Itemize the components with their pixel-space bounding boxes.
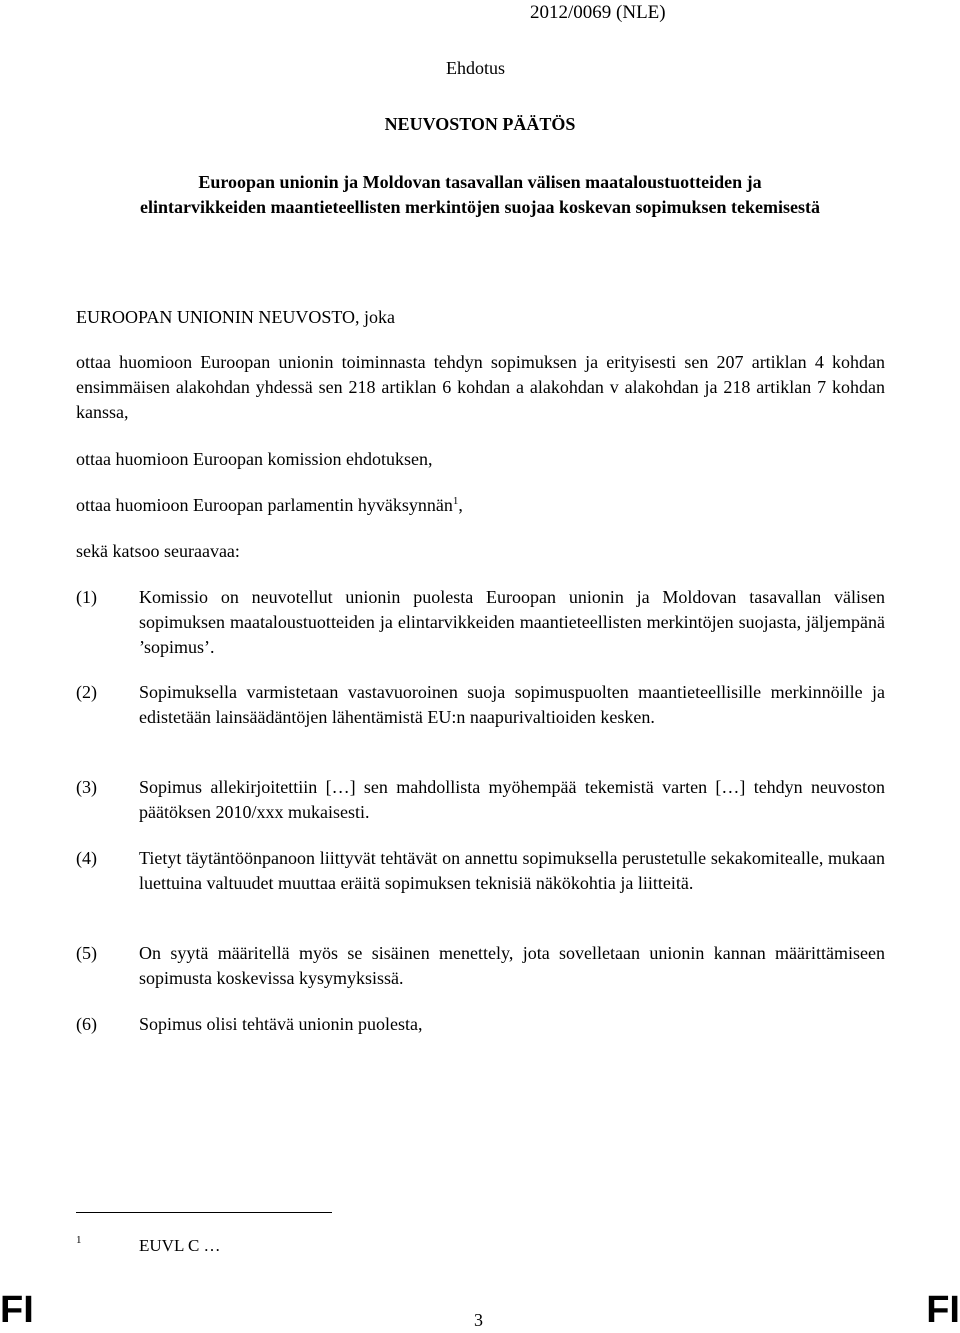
recital-6-text: Sopimus olisi tehtävä unionin puolesta, [139, 1014, 423, 1034]
document-label: Ehdotus [446, 58, 506, 78]
document-subject [60, 170, 900, 220]
footnote-reference: 1 [452, 495, 459, 507]
recital-1-text: Komissio on neuvotellut unionin puolesta Euroopan unionin ja Moldovan tasavallan välisen sopimuksen maataloustuotteiden ja elintarvikkeiden maantieteellisten merkintöjen suojasta, jäljempänä ’sopimus’. [139, 587, 885, 657]
footnote-text: EUVL C … [139, 1236, 221, 1255]
recital-3-number: (3) [76, 777, 97, 797]
recital-6-number: (6) [76, 1014, 97, 1034]
citation-2: ottaa huomioon Euroopan komission ehdotuksen, [76, 449, 433, 469]
footnote-separator [76, 1212, 332, 1213]
recital-5-text: On syytä määritellä myös se sisäinen menettely, jota sovelletaan unionin kannan määrittämiseen sopimusta koskevissa kysymyksissä. [139, 943, 885, 988]
recital-4-text: Tietyt täytäntöönpanoon liittyvät tehtävät on annettu sopimuksella perustetulle sekakomitealle, mukaan luettuina valtuudet muuttaa eräitä sopimuksen teknisiä näkökohtia ja liitteitä. [139, 848, 885, 893]
document-title: NEUVOSTON PÄÄTÖS [384, 114, 576, 134]
recital-4-number: (4) [76, 848, 97, 868]
considering-line: sekä katsoo seuraavaa: [76, 541, 240, 561]
subject-line-2: elintarvikkeiden maantieteellisten merkintöjen suojaa koskevan sopimuksen tekemisestä [139, 197, 820, 217]
citation-3 [76, 493, 885, 518]
subject-line-1: Euroopan unionin ja Moldovan tasavallan välisen maataloustuotteiden ja [198, 172, 762, 192]
citation-3-text: ottaa huomioon Euroopan parlamentin hyväksynnän [76, 495, 453, 515]
language-code-left: FI [0, 1289, 34, 1331]
footnote-number: 1 [76, 1234, 82, 1246]
recital-5-number: (5) [76, 943, 97, 963]
citation-1: ottaa huomioon Euroopan unionin toiminnasta tehdyn sopimuksen ja erityisesti sen 207 artiklan 4 kohdan ensimmäisen alakohdan yhdessä sen 218 artiklan 6 kohdan a alakohdan v alakohdan ja 218 artiklan 7 kohdan kanssa, [76, 352, 885, 422]
recital-2-number: (2) [76, 682, 97, 702]
recital-2-text: Sopimuksella varmistetaan vastavuoroinen suoja sopimuspuolten maantieteellisille merkinnöille ja edistetään lainsäädäntöjen lähentämistä EU:n naapurivaltioiden kesken. [139, 682, 885, 727]
page-number: 3 [474, 1310, 483, 1330]
language-code-right: FI [926, 1289, 960, 1331]
intro-paragraph: EUROOPAN UNIONIN NEUVOSTO, joka [76, 307, 395, 327]
citation-3-suffix: , [458, 495, 463, 515]
document-reference: 2012/0069 (NLE) [530, 2, 666, 23]
recital-3-text: Sopimus allekirjoitettiin […] sen mahdollista myöhempää tekemistä varten […] tehdyn neuvoston päätöksen 2010/xxx mukaisesti. [139, 777, 885, 822]
recital-1-number: (1) [76, 587, 97, 607]
